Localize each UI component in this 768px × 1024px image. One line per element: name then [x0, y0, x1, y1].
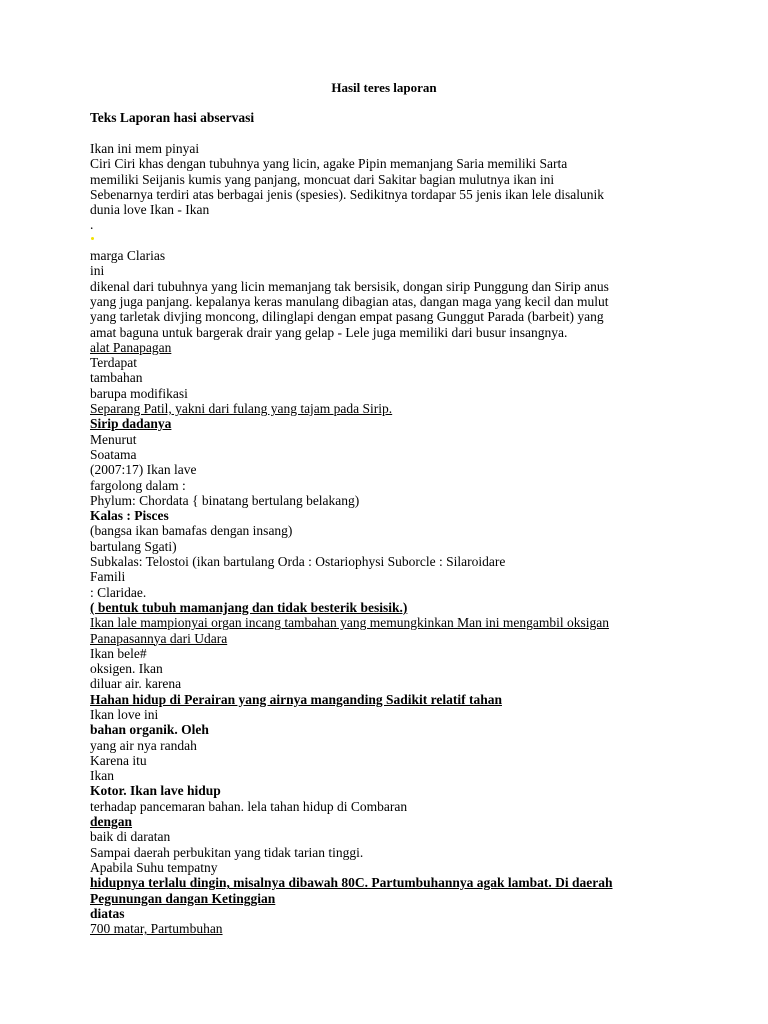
text-line: Famili — [90, 569, 126, 585]
document-subtitle: Teks Laporan hasi abservasi — [90, 110, 255, 125]
text-line: : Claridae. — [90, 584, 147, 600]
bold-line: bahan organik. Oleh — [90, 722, 209, 738]
underlined-line: Panapasannya dari Udara — [90, 630, 228, 646]
bold-line: Kalas : Pisces — [90, 508, 169, 524]
text-line: Sebenarnya terdiri atas berbagai jenis (spesies). Sedikitnya tordapar 55 jenis ikan lele disalunik — [90, 186, 604, 202]
text-line: dikenal dari tubuhnya yang licin memanjang tak bersisik, dongan sirip Punggung dan Sirip anus — [90, 278, 609, 294]
text-line: Ciri Ciri khas dengan tubuhnya yang licin, agake Pipin memanjang Saria memiliki Sarta — [90, 156, 568, 172]
text-line: (bangsa ikan bamafas dengan insang) — [90, 523, 293, 539]
text-line: fargolong dalam : — [90, 477, 186, 493]
text-line: Ikan love ini — [90, 706, 159, 722]
text-line: Sampai daerah perbukitan yang tidak tarian tinggi. — [90, 844, 364, 860]
text-line: yang air nya randah — [90, 737, 197, 753]
text-line: tambahan — [90, 370, 143, 386]
text-line: terhadap pancemaran bahan. lela tahan hidup di Combaran — [90, 798, 408, 814]
text-line: Ikan bele# — [90, 645, 147, 661]
text-line: yang tarletak divjing moncong, dilinglapi dengan empat pasang Gunggut Parada (barbeit) yang — [90, 309, 604, 325]
text-line: barupa modifikasi — [90, 385, 188, 401]
bold-underlined-line: hidupnya terlalu dingin, misalnya dibawah 80C. Partumbuhannya agak lambat. Di daerah — [90, 875, 613, 891]
bold-underlined-line: Sirip dadanya — [90, 416, 172, 432]
text-line: . — [90, 217, 94, 233]
text-line: baik di daratan — [90, 829, 171, 845]
underlined-line: Ikan lale mampionyai organ incang tambahan yang memungkinkan Man ini mengambil oksigan — [90, 615, 609, 631]
bold-line: Kotor. Ikan lave hidup — [90, 783, 221, 799]
text-line: Karena itu — [90, 752, 147, 768]
text-line: diluar air. karena — [90, 676, 182, 692]
text-line: Soatama — [90, 446, 137, 462]
document-title: Hasil teres laporan — [331, 80, 437, 95]
bold-line: diatas — [90, 905, 125, 921]
bold-underlined-line: Hahan hidup di Perairan yang airnya manganding Sadikit relatif tahan — [90, 691, 502, 707]
text-line: Apabila Suhu tempatny — [90, 859, 218, 875]
text-line: Ikan ini mem pinyai — [90, 141, 200, 156]
text-line: Phylum: Chordata { binatang bertulang belakang) — [90, 492, 360, 508]
text-line: (2007:17) Ikan lave — [90, 462, 197, 478]
yellow-bullet-icon — [90, 233, 690, 248]
text-line: bartulang Sgati) — [90, 538, 177, 554]
text-line: Subkalas: Telostoi (ikan bartulang Orda : Ostariophysi Suborcle : Silaroidare — [90, 554, 506, 570]
text-line: marga Clarias — [90, 248, 166, 264]
underlined-line: alat Panapagan — [90, 339, 172, 355]
text-line: amat baguna untuk bargerak drair yang gelap - Lele juga memiliki dari busur insangnya. — [90, 324, 568, 340]
text-line: ini — [90, 263, 105, 279]
bold-underlined-line: dengan — [90, 814, 133, 830]
document-body — [90, 141, 690, 936]
underlined-line: Separang Patil, yakni dari fulang yang tajam pada Sirip. — [90, 401, 393, 417]
underlined-line: 700 matar, Partumbuhan — [90, 921, 223, 937]
text-line: Ikan — [90, 768, 114, 784]
text-line: oksigen. Ikan — [90, 661, 163, 677]
text-line: Terdapat — [90, 355, 138, 371]
text-line: dunia love Ikan - Ikan — [90, 202, 210, 218]
text-line: Menurut — [90, 431, 137, 447]
text-line: yang juga panjang. kepalanya keras manulang dibagian atas, dangan maga yang kecil dan mulut — [90, 293, 609, 309]
text-line: memiliki Seijanis kumis yang panjang, moncuat dari Sakitar bagian mulutnya ikan ini — [90, 171, 555, 187]
bold-underlined-line: Pegunungan dangan Ketinggian — [90, 890, 276, 906]
bold-underlined-line: ( bentuk tubuh mamanjang dan tidak besterik besisik.) — [90, 599, 408, 615]
